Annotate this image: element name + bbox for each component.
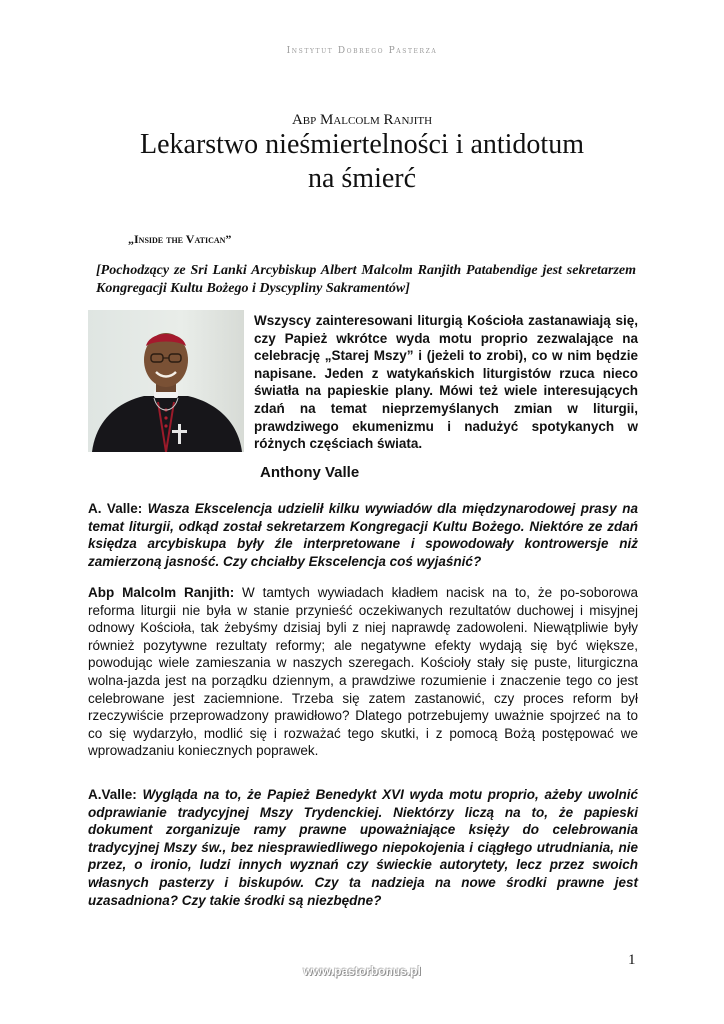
question-2-speaker: A.Valle: (88, 787, 137, 802)
question-2-text: Wygląda na to, że Papież Benedykt XVI wyda motu proprio, ażeby uwolnić odprawianie tradycyjnej Mszy Trydenckiej. Niektórzy liczą na to, że papieski dokument zorganizuje ramy prawne upoważniające księży do celebrowania tradycyjnej Mszy św., bez niesprawiedliwego niepokojenia i ciągłego utrudniania, nie przez, o ironio, ludzi innych wyznań czy świeckie autorytety, lecz przez swoich własnych pasterzy i biskupów. Czy ta nadzieja na nowe środki prawne jest uzasadniona? Czy takie środki są niezbędne? (88, 787, 638, 908)
interviewer-byline: Anthony Valle (260, 464, 360, 481)
question-1-speaker: A. Valle: (88, 501, 143, 516)
lead-paragraph: Wszyscy zainteresowani liturgią Kościoła zastanawiają się, czy Papież wkrótce wyda motu proprio zezwalające na celebrację „Starej Mszy” i (jeżeli to zrobi), co w nim będzie napisane. Jeden z watykańskich liturgistów rzuca nieco światła na papieskie plany. Mówi też wiele interesujących zdań na temat nieprzemyślanych zmian w liturgii, prawdziwego ekumenizmu i nadużyć spotykanych w różnych częściach świata. (254, 313, 638, 452)
source-publication: „Inside the Vatican” (128, 232, 232, 246)
answer-1-text: W tamtych wywiadach kładłem nacisk na to, że po-soborowa reforma liturgii nie była w stanie przynieść oczekiwanych rezultatów duchowej i misyjnej odnowy Kościoła, tak żebyśmy dzisiaj byli z niej naprawdę zadowoleni. Niewątpliwie były również pozytywne rezultaty reformy; ale negatywne efekty wydają się być większe, powodując wiele zamieszania w naszych szeregach. Kościoły stały się puste, liturgiczna wolna-jazda jest na porządku dziennym, a prawdziwe rozumienie i znaczenie tego co jest celebrowane jest zaciemnione. Trzeba się zatem zastanowić, czy proces reform był rzeczywiście przeprowadzony prawidłowo? Dlatego potrzebujemy uważnie spojrzeć na to co się wydarzyło, modlić się i rozważać tego skutki, i z pomocą Bożą postępować we wprowadzaniu koniecznych poprawek. (88, 585, 639, 759)
page-number: 1 (628, 952, 636, 968)
question-1 (88, 500, 638, 570)
article-title (60, 128, 664, 196)
archbishop-photo (88, 310, 244, 452)
question-2 (88, 786, 638, 909)
answer-1-speaker: Abp Malcolm Ranjith: (88, 585, 235, 600)
intro-note: [Pochodzący ze Sri Lanki Arcybiskup Albert Malcolm Ranjith Patabendige jest sekretarzem Kongregacji Kultu Bożego i Dyscypliny Sakramentów] (96, 263, 636, 296)
footer-website: www.pastorbonus.pl (303, 964, 421, 978)
title-line-2: na śmierć (307, 163, 417, 194)
portrait-illustration (88, 310, 244, 452)
question-1-text: Wasza Ekscelencja udzielił kilku wywiadów dla międzynarodowej prasy na temat liturgii, odkąd został sekretarzem Kongregacji Kultu Bożego. Niektóre ze zdań księdza arcybiskupa były źle interpretowane i spowodowały kontrowersje niż zamierzoną jasność. Czy chciałby Ekscelencja coś wyjaśnić? (88, 501, 638, 569)
answer-1 (88, 584, 638, 760)
running-header: Instytut Dobrego Pasterza (286, 46, 438, 56)
title-line-1: Lekarstwo nieśmiertelności i antidotum (139, 129, 584, 160)
article-author: Abp Malcolm Ranjith (291, 112, 433, 128)
